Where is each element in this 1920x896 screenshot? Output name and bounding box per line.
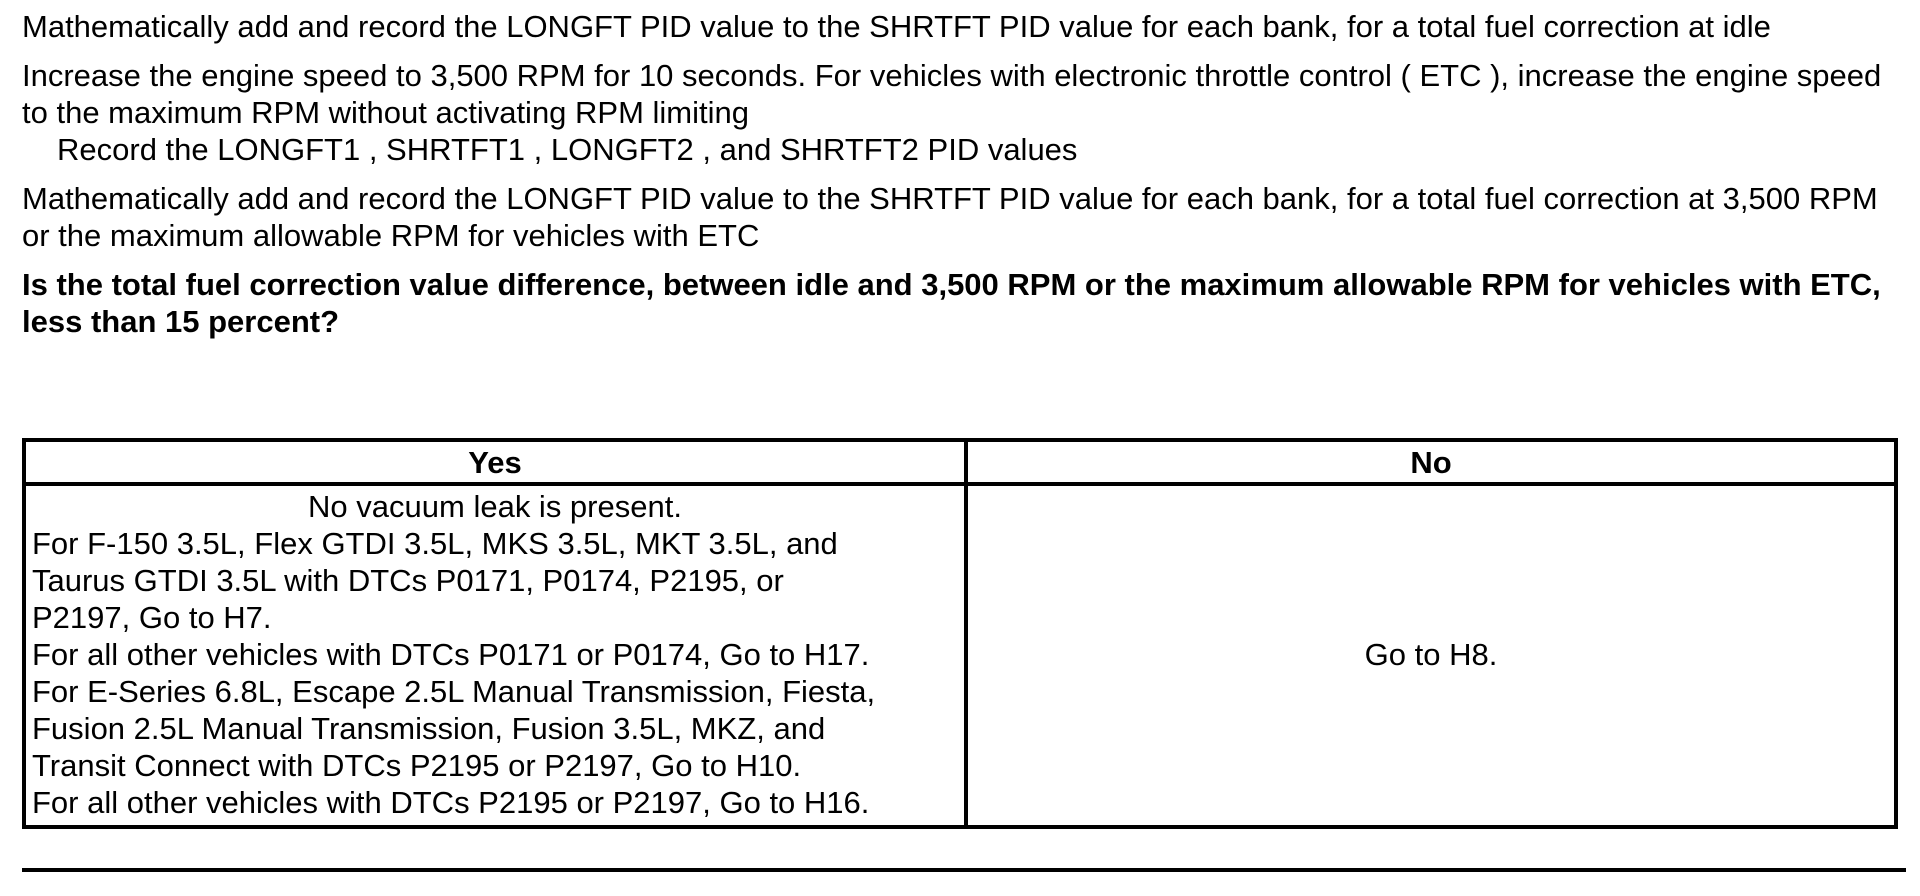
- decision-question: Is the total fuel correction value difference, between idle and 3,500 RPM or the maximum allowable RPM for vehicles with ETC, less than 15 percent?: [22, 267, 1881, 339]
- decision-table: [22, 438, 1898, 829]
- yes-line: For F-150 3.5L, Flex GTDI 3.5L, MKS 3.5L, MKT 3.5L, and: [32, 526, 838, 561]
- table-header-row: [24, 440, 1896, 484]
- no-cell: Go to H8.: [966, 484, 1896, 827]
- yes-line: For E-Series 6.8L, Escape 2.5L Manual Transmission, Fiesta,: [32, 674, 876, 709]
- step-rpm-correction: Mathematically add and record the LONGFT PID value to the SHRTFT PID value for each bank, for a total fuel correction at 3,500 RPM or the maximum allowable RPM for vehicles with ETC: [22, 181, 1878, 253]
- yes-header: Yes: [24, 440, 966, 484]
- step-idle-correction: Mathematically add and record the LONGFT PID value to the SHRTFT PID value for each bank, for a total fuel correction at idle: [22, 9, 1771, 44]
- step-record-pids: Record the LONGFT1 , SHRTFT1 , LONGFT2 , and SHRTFT2 PID values: [57, 132, 1078, 167]
- yes-line: For all other vehicles with DTCs P0171 or P0174, Go to H17.: [32, 637, 870, 672]
- yes-line: P2197, Go to H7.: [32, 600, 272, 635]
- yes-cell: [24, 484, 966, 827]
- yes-line: For all other vehicles with DTCs P2195 or P2197, Go to H16.: [32, 785, 870, 820]
- yes-line: Taurus GTDI 3.5L with DTCs P0171, P0174, P2195, or: [32, 563, 784, 598]
- bottom-divider: [22, 868, 1906, 872]
- procedure-content: [22, 8, 1902, 340]
- yes-line: No vacuum leak is present.: [308, 489, 682, 524]
- step-increase-speed: Increase the engine speed to 3,500 RPM for 10 seconds. For vehicles with electronic throttle control ( ETC ), increase the engine speed to the maximum RPM without activating RPM limiting: [22, 58, 1882, 130]
- yes-line: Transit Connect with DTCs P2195 or P2197, Go to H10.: [32, 748, 802, 783]
- no-header: No: [966, 440, 1896, 484]
- yes-line: Fusion 2.5L Manual Transmission, Fusion 3.5L, MKZ, and: [32, 711, 826, 746]
- table-row: [24, 484, 1896, 827]
